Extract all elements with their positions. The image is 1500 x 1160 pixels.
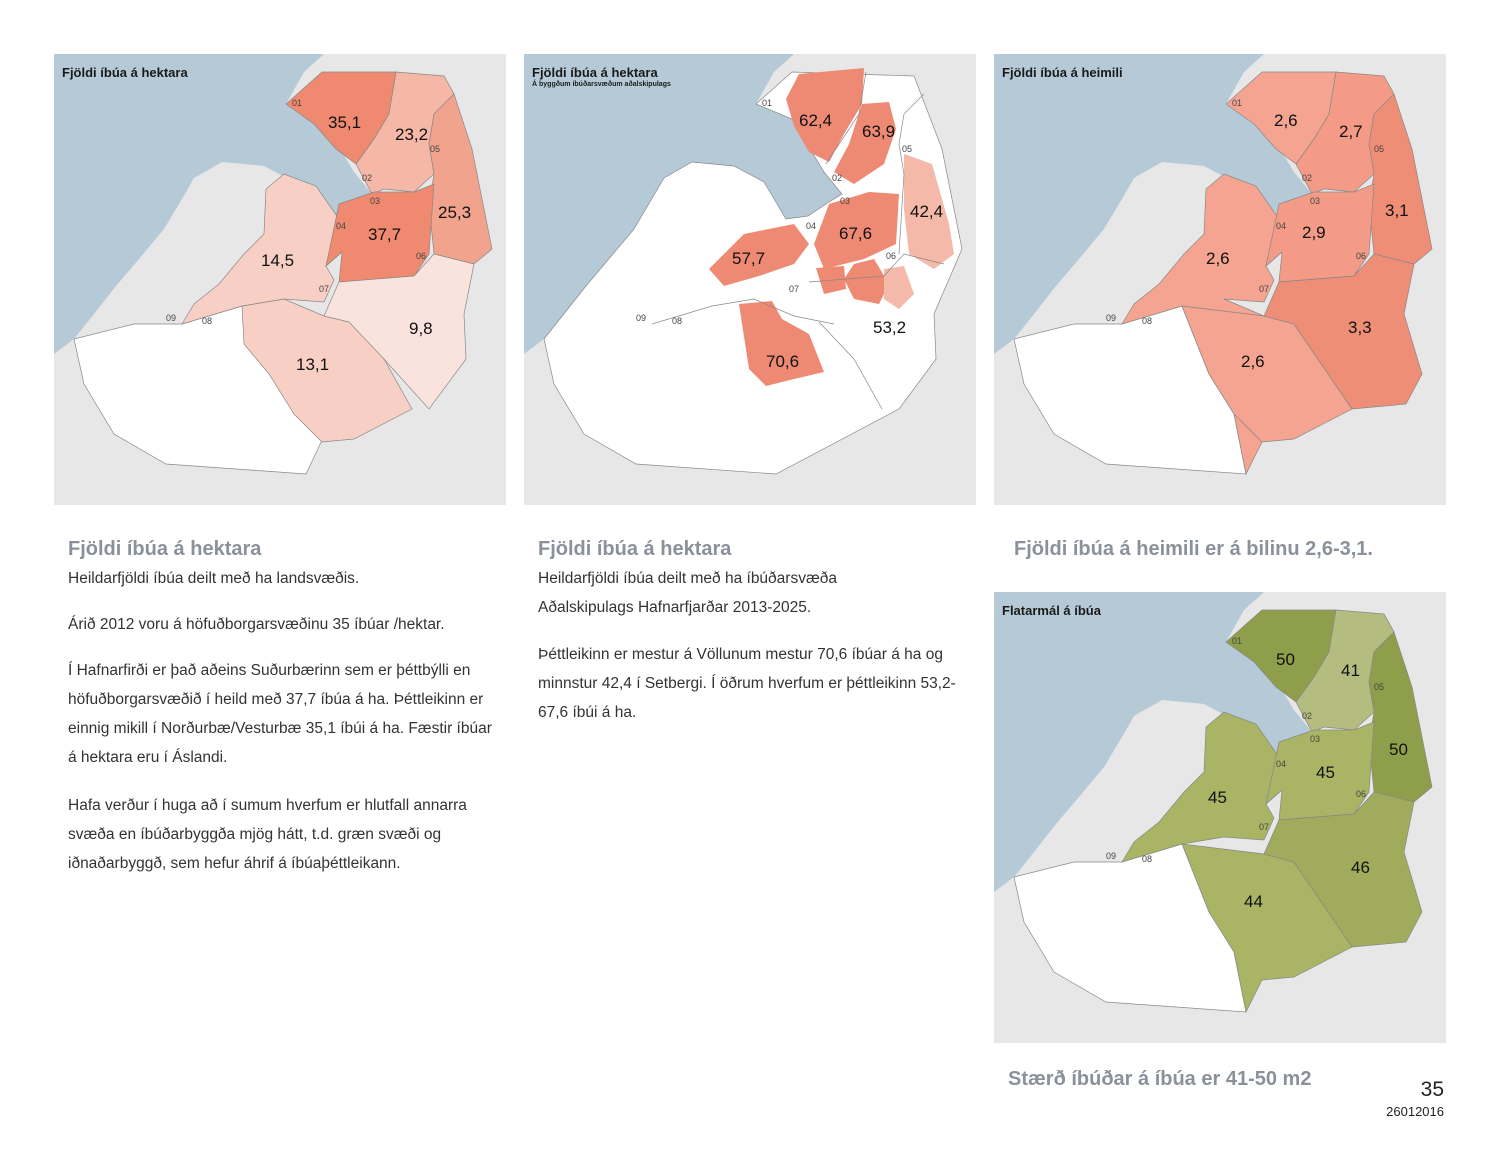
section-heading: Fjöldi íbúa á heimili er á bilinu 2,6-3,1. xyxy=(1014,538,1373,560)
value-label: 2,9 xyxy=(1302,223,1326,242)
district-label: 09 xyxy=(1106,313,1117,323)
district-label: 06 xyxy=(886,251,897,261)
district-label: 06 xyxy=(1356,789,1367,799)
map-density-total-area xyxy=(54,54,506,505)
district-05 xyxy=(429,94,492,264)
district-label: 05 xyxy=(1374,144,1385,154)
district-label: 01 xyxy=(1232,636,1243,646)
district-label: 03 xyxy=(840,196,851,206)
section-heading: Fjöldi íbúa á hektara xyxy=(68,538,262,560)
district-label: 07 xyxy=(319,284,330,294)
district-label: 07 xyxy=(1259,822,1270,832)
value-label: 70,6 xyxy=(766,352,800,371)
value-label: 44 xyxy=(1244,892,1263,911)
value-label: 45 xyxy=(1316,763,1335,782)
district-label: 09 xyxy=(1106,851,1117,861)
page-number: 35 xyxy=(1420,1078,1444,1101)
district-label: 07 xyxy=(789,284,800,294)
value-label: 46 xyxy=(1351,858,1370,877)
district-label: 05 xyxy=(902,144,913,154)
district-05 xyxy=(1369,94,1432,264)
district-05 xyxy=(1369,632,1432,802)
value-label: 9,8 xyxy=(409,319,433,338)
value-label: 63,9 xyxy=(862,122,896,141)
district-04 xyxy=(1122,712,1282,862)
district-label: 03 xyxy=(370,196,381,206)
paragraph: Í Hafnarfirði er það aðeins Suðurbærinn sem er þéttbýlli en höfuðborgarsvæðið í heild með 37,7 íbúa á ha. Þéttleikinn er einnig mikill í Norðurbæ/Vesturbæ 35,1 íbúi á ha. Fæstir íbúar á hektara eru í Áslandi. xyxy=(68,662,492,766)
district-label: 09 xyxy=(166,313,177,323)
district-label: 03 xyxy=(1310,196,1321,206)
map-floor-area-per-resident xyxy=(994,592,1446,1043)
section-heading: Stærð íbúðar á íbúa er 41-50 m2 xyxy=(1008,1068,1312,1090)
value-label: 25,3 xyxy=(438,203,472,222)
section-heading: Fjöldi íbúa á hektara xyxy=(538,538,732,560)
district-label: 05 xyxy=(430,144,441,154)
value-label: 45 xyxy=(1208,788,1227,807)
district-label: 04 xyxy=(1276,221,1287,231)
value-label: 2,6 xyxy=(1241,352,1265,371)
paragraph: Hafa verður í huga að í sumum hverfum er hlutfall annarra svæða en íbúðarbyggða mjög hátt, t.d. græn svæði og iðnaðarbyggð, sem hefur áhrif á íbúaþéttleikann. xyxy=(68,797,467,872)
district-label: 02 xyxy=(362,173,373,183)
map-subtitle: Á byggðum íbúðarsvæðum aðalskipulags xyxy=(532,81,671,88)
district-label: 04 xyxy=(336,221,347,231)
value-label: 50 xyxy=(1276,650,1295,669)
value-label: 37,7 xyxy=(368,225,402,244)
district-label: 02 xyxy=(1302,711,1313,721)
map-title: Fjöldi íbúa á heimili xyxy=(1002,65,1123,80)
district-label: 04 xyxy=(1276,759,1287,769)
district-label: 01 xyxy=(762,98,773,108)
value-label: 2,6 xyxy=(1274,111,1298,130)
value-label: 50 xyxy=(1389,740,1408,759)
map-title: Fjöldi íbúa á hektara xyxy=(62,65,188,80)
value-label: 42,4 xyxy=(910,202,944,221)
district-label: 09 xyxy=(636,313,647,323)
district-label: 06 xyxy=(416,251,427,261)
map-title: Flatarmál á íbúa xyxy=(1002,603,1101,618)
district-label: 01 xyxy=(1232,98,1243,108)
map-title: Fjöldi íbúa á hektara xyxy=(532,65,658,80)
district-label: 02 xyxy=(1302,173,1313,183)
district-label: 07 xyxy=(1259,284,1270,294)
value-label: 23,2 xyxy=(395,125,429,144)
value-label: 62,4 xyxy=(799,111,833,130)
value-label: 2,7 xyxy=(1339,122,1363,141)
value-label: 14,5 xyxy=(261,251,295,270)
value-label: 2,6 xyxy=(1206,249,1230,268)
district-label: 05 xyxy=(1374,682,1385,692)
value-label: 35,1 xyxy=(328,113,362,132)
value-label: 67,6 xyxy=(839,224,873,243)
district-label: 08 xyxy=(1142,854,1153,864)
map-persons-per-household xyxy=(994,54,1446,505)
value-label: 13,1 xyxy=(296,355,330,374)
value-label: 3,3 xyxy=(1348,318,1372,337)
paragraph: Heildarfjöldi íbúa deilt með ha íbúðarsvæða Aðalskipulags Hafnarfjarðar 2013-2025. xyxy=(538,570,837,616)
district-label: 08 xyxy=(1142,316,1153,326)
district-label: 08 xyxy=(202,316,213,326)
district-label: 01 xyxy=(292,98,303,108)
map-density-residential xyxy=(524,54,976,505)
district-label: 02 xyxy=(832,173,843,183)
district-04 xyxy=(182,174,342,324)
paragraph: Heildarfjöldi íbúa deilt með ha landsvæðis. xyxy=(68,570,360,587)
value-label: 57,7 xyxy=(732,249,766,268)
district-label: 03 xyxy=(1310,734,1321,744)
value-label: 53,2 xyxy=(873,318,907,337)
paragraph: Árið 2012 voru á höfuðborgarsvæðinu 35 íbúar /hektar. xyxy=(68,616,445,633)
district-label: 08 xyxy=(672,316,683,326)
district-label: 04 xyxy=(806,221,817,231)
district-label: 06 xyxy=(1356,251,1367,261)
value-label: 3,1 xyxy=(1385,201,1409,220)
paragraph: Þéttleikinn er mestur á Völlunum mestur 70,6 íbúar á ha og minnstur 42,4 í Setbergi. Í öðrum hverfum er þéttleikinn 53,2-67,6 íbúi á ha. xyxy=(538,646,956,721)
date-code: 26012016 xyxy=(1386,1104,1444,1119)
value-label: 41 xyxy=(1341,661,1360,680)
